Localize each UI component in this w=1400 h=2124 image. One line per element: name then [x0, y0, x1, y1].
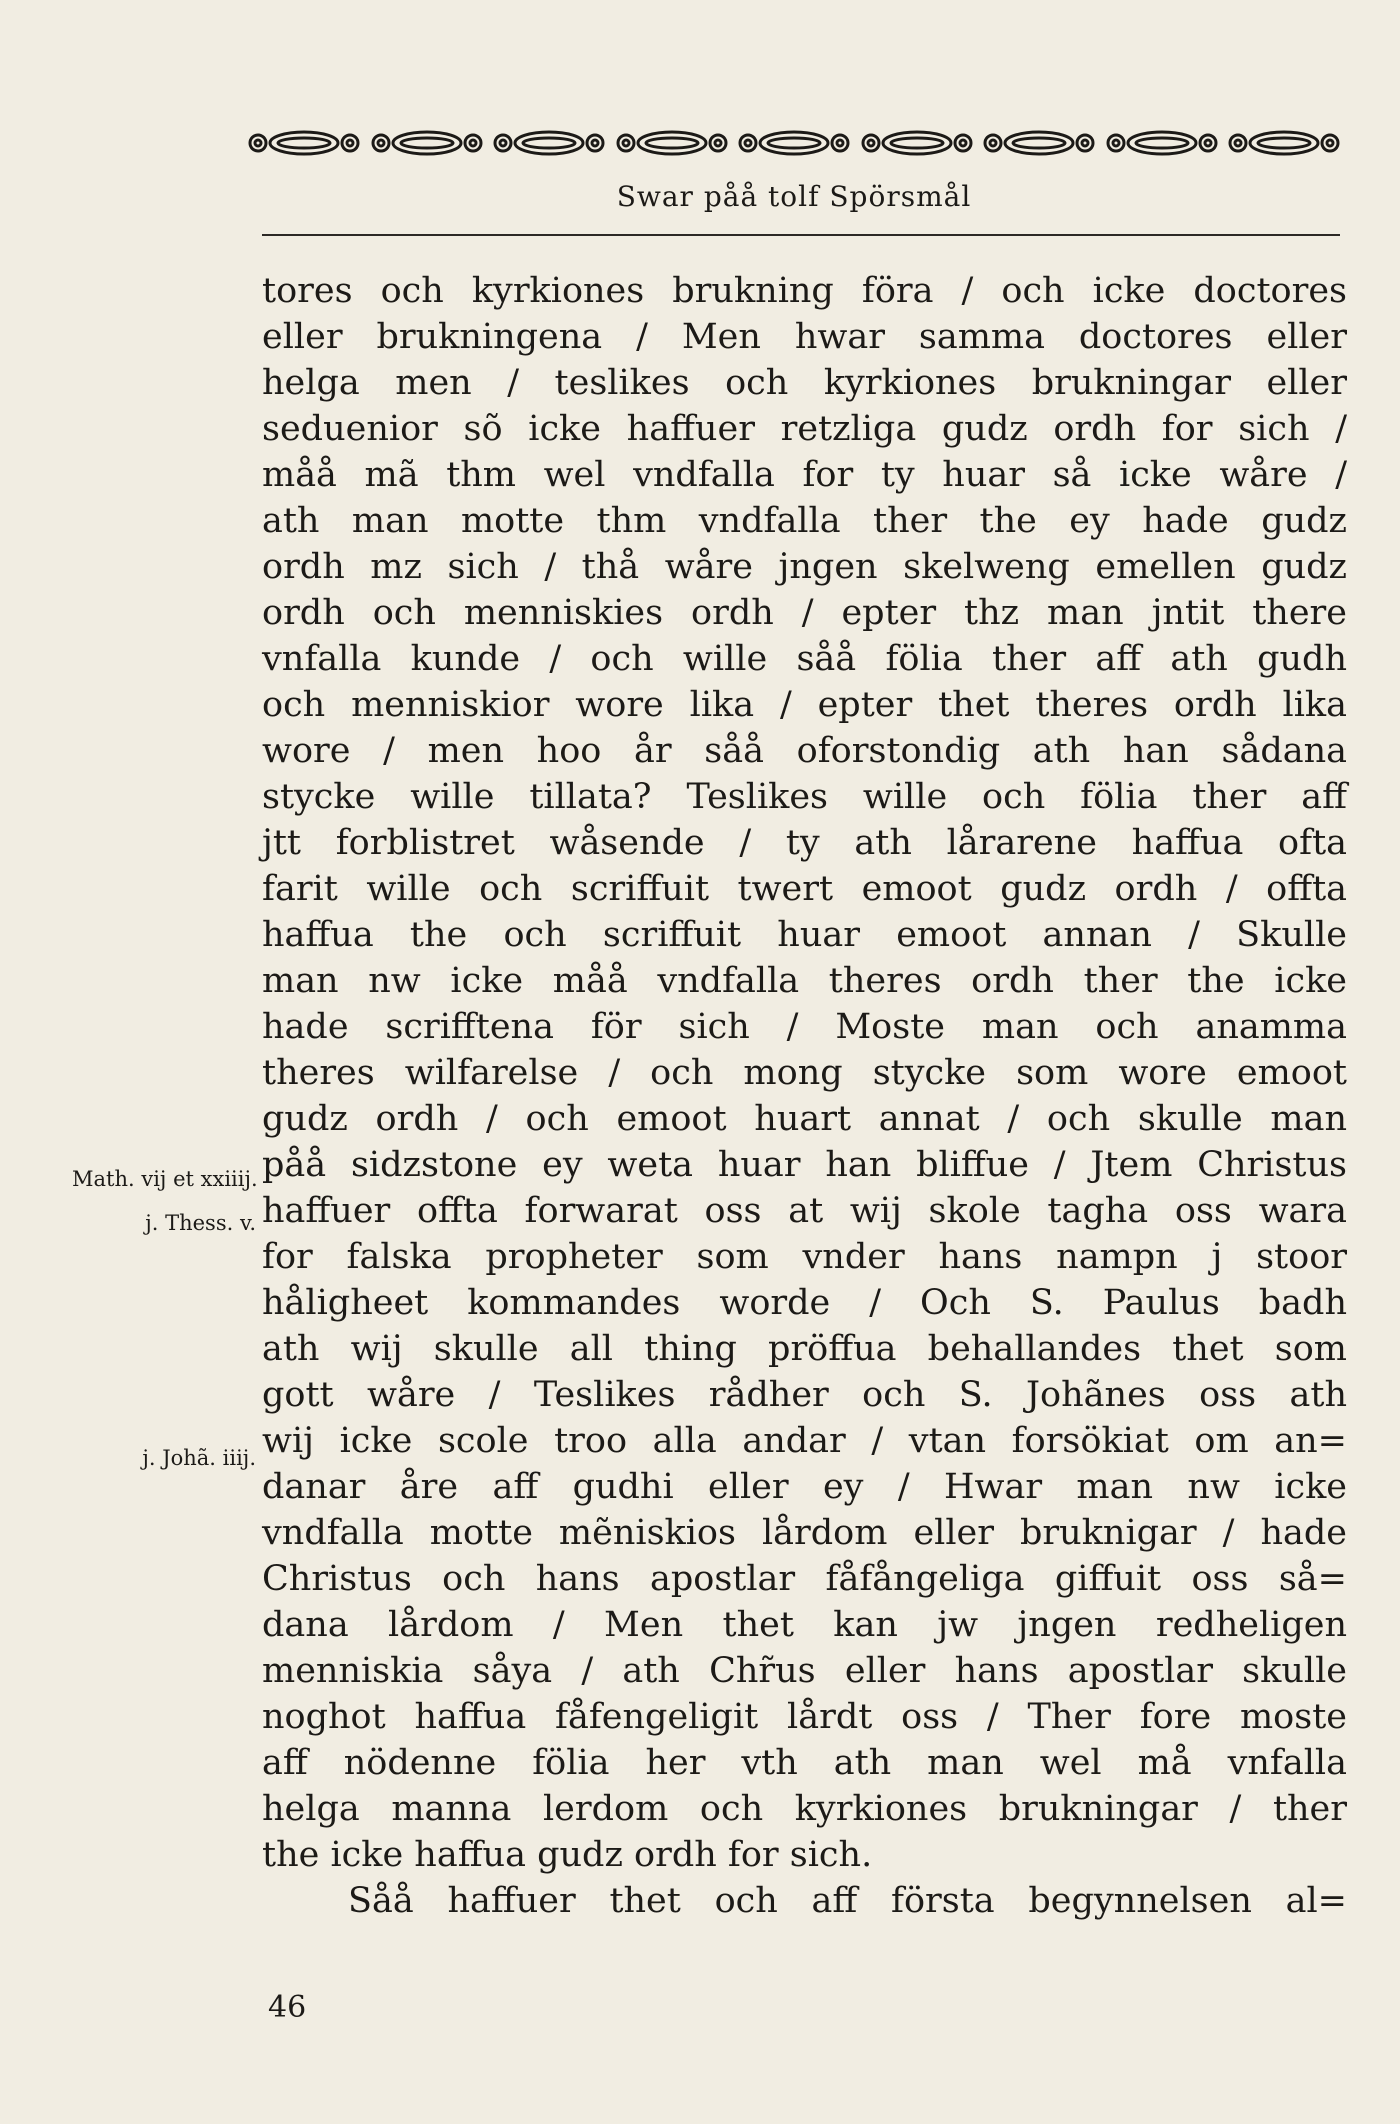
text-line: farit wille och scriffuit twert emoot gudz ordh / offta: [262, 869, 1347, 909]
text-line: haffuer offta forwarat oss at wij skole tagha oss wara: [262, 1191, 1347, 1231]
text-line: stycke wille tillata? Teslikes wille och fölia ther aff: [262, 777, 1347, 817]
text-line: ordh mz sich / thå wåre jngen skelweng emellen gudz: [262, 547, 1347, 587]
text-line: the icke haffua gudz ordh for sich.: [262, 1835, 873, 1875]
text-line: tores och kyrkiones brukning föra / och icke doctores: [262, 271, 1347, 311]
text-line: ath man motte thm vndfalla ther the ey hade gudz: [262, 501, 1347, 541]
text-line: ordh och menniskies ordh / epter thz man jntit there: [262, 593, 1347, 633]
text-line: dana lårdom / Men thet kan jw jngen redheligen: [262, 1605, 1347, 1645]
text-line: noghot haffua fåfengeligit lårdt oss / Ther fore moste: [262, 1697, 1347, 1737]
ornament-link-icon: [248, 127, 360, 159]
ornamental-header-band: [248, 127, 1340, 159]
ornament-link-icon: [861, 127, 973, 159]
text-line: danar åre aff gudhi eller ey / Hwar man nw icke: [262, 1467, 1347, 1507]
text-line: wij icke scole troo alla andar / vtan forsökiat om an=: [262, 1421, 1347, 1461]
text-line: helga manna lerdom och kyrkiones brukningar / ther: [262, 1789, 1347, 1829]
text-line: theres wilfarelse / och mong stycke som wore emoot: [262, 1053, 1347, 1093]
body-text: [262, 268, 1347, 1924]
text-line: hade scrifftena för sich / Moste man och anamma: [262, 1007, 1347, 1047]
text-line: eller brukningena / Men hwar samma doctores eller: [262, 317, 1347, 357]
text-line: haffua the och scriffuit huar emoot annan / Skulle: [262, 915, 1347, 955]
ornament-link-icon: [1106, 127, 1218, 159]
text-line: menniskia såya / ath Chr̃us eller hans apostlar skulle: [262, 1651, 1347, 1691]
text-line: helga men / teslikes och kyrkiones brukningar eller: [262, 363, 1347, 403]
text-line: man nw icke måå vndfalla theres ordh ther the icke: [262, 961, 1347, 1001]
text-line: Christus och hans apostlar fåfångeliga giffuit oss så=: [262, 1559, 1347, 1599]
text-line: vndfalla motte mẽniskios lårdom eller bruknigar / hade: [262, 1513, 1347, 1553]
text-line: seduenior sõ icke haffuer retzliga gudz ordh for sich /: [262, 409, 1347, 449]
ornament-link-icon: [493, 127, 605, 159]
ornament-link-icon: [371, 127, 483, 159]
ornament-link-icon: [738, 127, 850, 159]
text-line: aff nödenne fölia her vth ath man wel må vnfalla: [262, 1743, 1347, 1783]
marginal-note-thessalonians: j. Thess. v.: [145, 1211, 256, 1235]
text-line: vnfalla kunde / och wille såå fölia ther aff ath gudh: [262, 639, 1347, 679]
text-line: wore / men hoo år såå oforstondig ath han sådana: [262, 731, 1347, 771]
marginal-note-john: j. Johã. iiij.: [142, 1446, 256, 1470]
text-line: Såå haffuer thet och aff första begynnelsen al=: [348, 1881, 1347, 1921]
ornament-link-icon: [616, 127, 728, 159]
text-line: gudz ordh / och emoot huart annat / och skulle man: [262, 1099, 1347, 1139]
text-line: påå sidzstone ey weta huar han bliffue / Jtem Christus: [262, 1145, 1347, 1185]
ornament-link-icon: [983, 127, 1095, 159]
text-line: gott wåre / Teslikes rådher och S. Johãnes oss ath: [262, 1375, 1347, 1415]
marginal-note-matthew: Math. vij et xxiiij.: [72, 1167, 258, 1191]
text-line: håligheet kommandes worde / Och S. Paulus badh: [262, 1283, 1347, 1323]
text-line: for falska propheter som vnder hans nampn j stoor: [262, 1237, 1347, 1277]
ornament-link-icon: [1228, 127, 1340, 159]
page-number: 46: [268, 1990, 307, 2025]
text-line: och menniskior wore lika / epter thet theres ordh lika: [262, 685, 1347, 725]
text-line: måå mã thm wel vndfalla for ty huar så icke wåre /: [262, 455, 1347, 495]
running-head: Swar påå tolf Spörsmål: [616, 180, 972, 213]
text-line: jtt forblistret wåsende / ty ath lårarene haffua ofta: [262, 823, 1347, 863]
text-line: ath wij skulle all thing pröffua behallandes thet som: [262, 1329, 1347, 1369]
header-rule: [262, 234, 1340, 236]
